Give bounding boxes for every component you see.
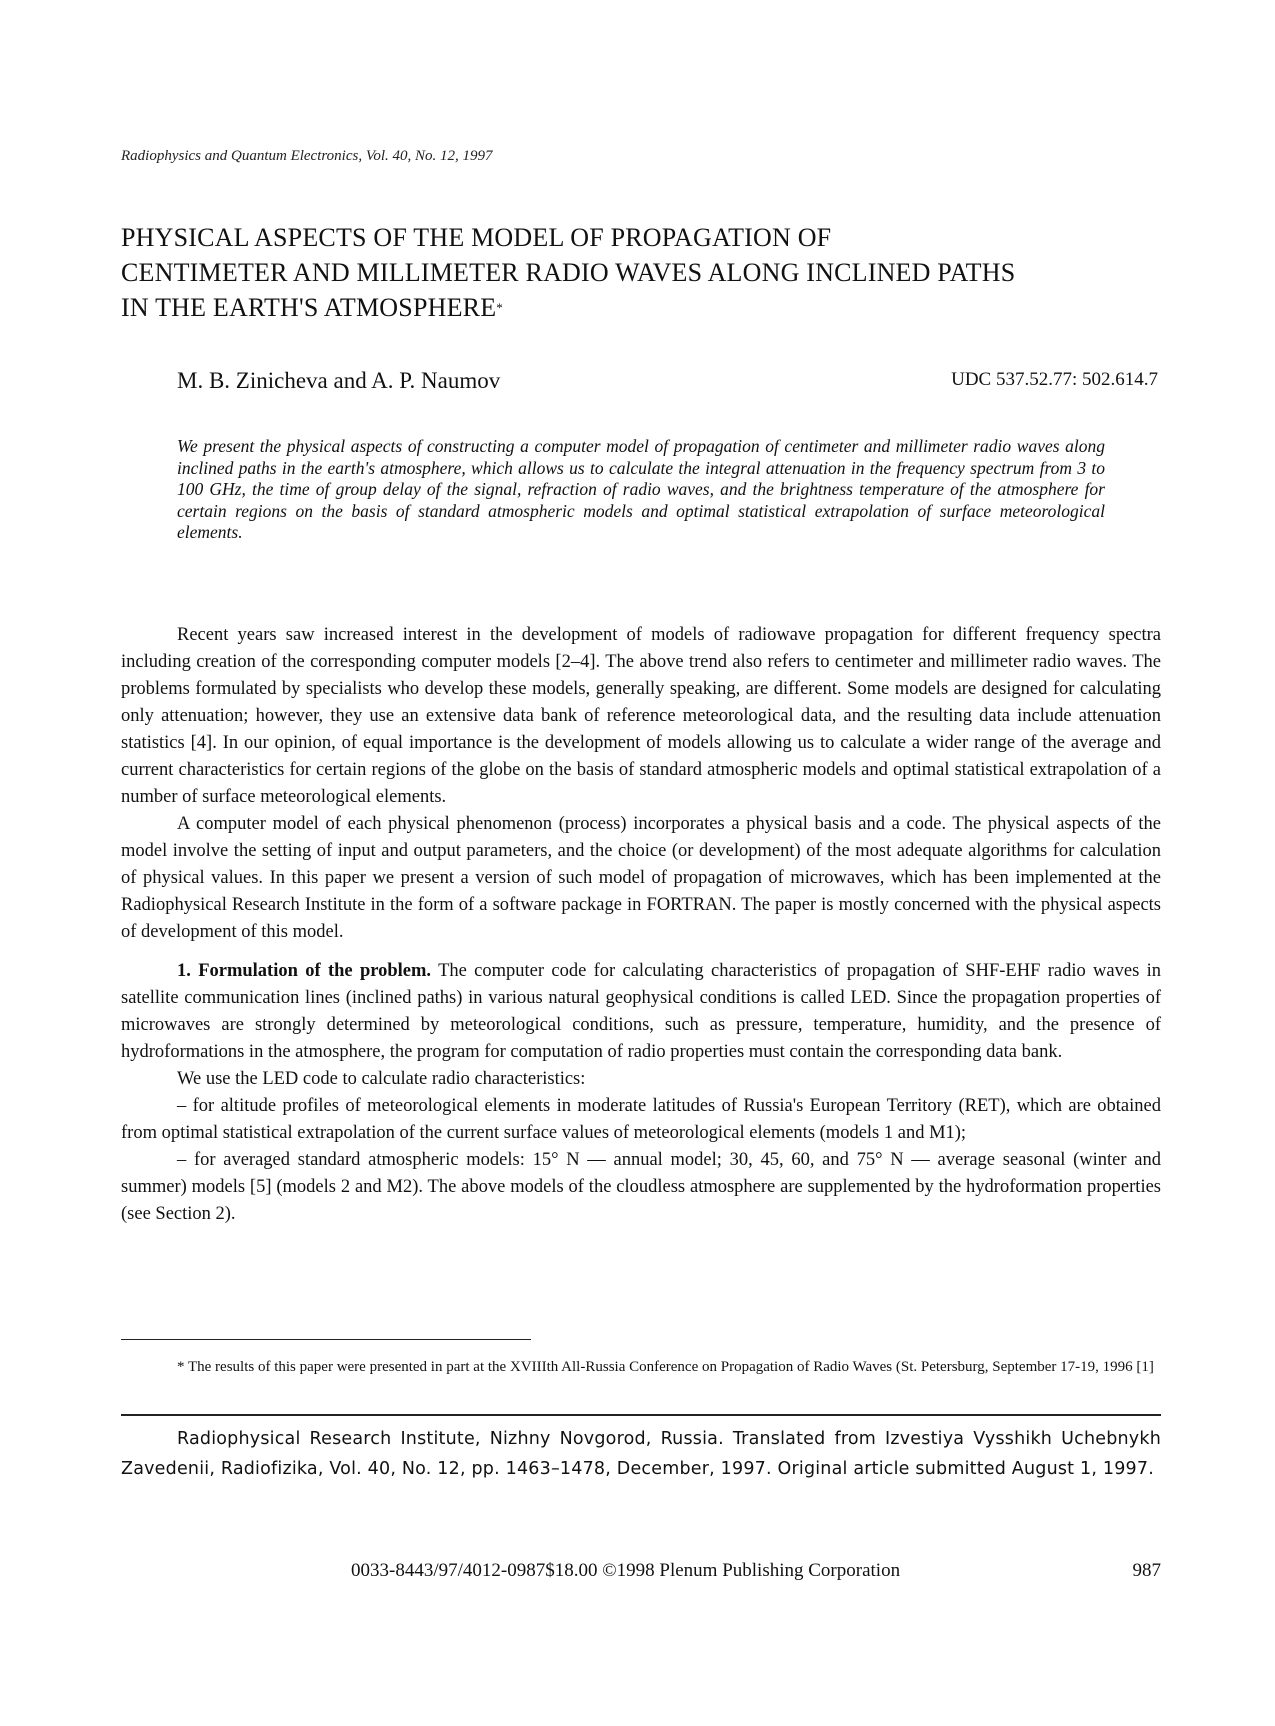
title-line-3-text: IN THE EARTH'S ATMOSPHERE: [121, 293, 497, 322]
footnote: * The results of this paper were presented in part at the XVIIIth All-Russia Conference on Propagation of Radio Waves (St. Petersburg, September 17-19, 1996 [1]: [177, 1359, 1154, 1375]
journal-header: Radiophysics and Quantum Electronics, Vol. 40, No. 12, 1997: [121, 148, 493, 164]
paragraph-led-code: We use the LED code to calculate radio characteristics:: [177, 1069, 586, 1089]
page-number: 987: [1132, 1560, 1161, 1581]
section-1-heading: 1. Formulation of the problem.: [177, 961, 432, 981]
section-1-text: The computer code for calculating characteristics of propagation of SHF-EHF radio waves in satellite communication lines (inclined paths) in various natural geophysical conditions is called LED. Since the propagation properties of microwaves are strongly determined by meteorological conditions, such as pressure, temperature, humidity, and the presence of hydroformations in the atmosphere, the program for computation of radio properties must contain the corresponding data bank.: [121, 961, 1161, 1062]
title-line-2: CENTIMETER AND MILLIMETER RADIO WAVES ALONG INCLINED PATHS: [121, 258, 1016, 287]
paragraph-model: A computer model of each physical phenomenon (process) incorporates a physical basis and a code. The physical aspects of the model involve the setting of input and output parameters, and the choice (or development) of the most adequate algorithms for calculation of physical values. In this paper we present a version of such model of propagation of microwaves, which has been implemented at the Radiophysical Research Institute in the form of a software package in FORTRAN. The paper is mostly concerned with the physical aspects of development of this model.: [121, 814, 1161, 942]
paragraph-intro: Recent years saw increased interest in the development of models of radiowave propagation for different frequency spectra including creation of the corresponding computer models [2–4]. The above trend also refers to centimeter and millimeter radio waves. The problems formulated by specialists who develop these models, generally speaking, are different. Some models are designed for calculating only attenuation; however, they use an extensive data bank of reference meteorological data, and the resulting data include attenuation statistics [4]. In our opinion, of equal importance is the development of models allowing us to calculate a wider range of the average and current characteristics for certain regions of the globe on the basis of standard atmospheric models and optimal statistical extrapolation of a number of surface meteorological elements.: [121, 625, 1161, 807]
institution-note: Radiophysical Research Institute, Nizhny Novgorod, Russia. Translated from Izvestiya Vysshikh Uchebnykh Zavedenii, Radiofizika, Vol. 40, No. 12, pp. 1463–1478, December, 1997. Original article submitted August 1, 1997.: [121, 1429, 1161, 1479]
abstract: We present the physical aspects of constructing a computer model of propagation of centimeter and millimeter radio waves along inclined paths in the earth's atmosphere, which allows us to calculate the integral attenuation in the frequency spectrum from 3 to 100 GHz, the time of group delay of the signal, refraction of radio waves, and the brightness temperature of the atmosphere for certain regions on the basis of standard atmospheric models and optimal statistical extrapolation of surface meteorological elements.: [177, 436, 1105, 542]
title-footnote-mark: *: [496, 300, 503, 315]
list-item-altitude-profiles: – for altitude profiles of meteorological elements in moderate latitudes of Russia's European Territory (RET), which are obtained from optimal statistical extrapolation of the current surface values of meteorological elements (models 1 and M1);: [121, 1096, 1161, 1143]
paragraph-section-1: [121, 958, 1161, 1066]
footnote-divider: [121, 1339, 531, 1340]
title-line-3: [121, 290, 1161, 325]
copyright-line: 0033-8443/97/4012-0987$18.00 ©1998 Plenum Publishing Corporation: [351, 1560, 901, 1581]
body-text: [121, 622, 1161, 1228]
title-line-1: PHYSICAL ASPECTS OF THE MODEL OF PROPAGATION OF: [121, 223, 832, 252]
authors: M. B. Zinicheva and A. P. Naumov: [177, 368, 501, 393]
institution-divider: [121, 1414, 1161, 1416]
paper-title: [121, 220, 1161, 325]
udc-code: UDC 537.52.77: 502.614.7: [951, 369, 1158, 390]
list-item-standard-models: – for averaged standard atmospheric models: 15° N — annual model; 30, 45, 60, and 75° N — average seasonal (winter and summer) models [5] (models 2 and M2). The above models of the cloudless atmosphere are supplemented by the hydroformation properties (see Section 2).: [121, 1150, 1161, 1224]
